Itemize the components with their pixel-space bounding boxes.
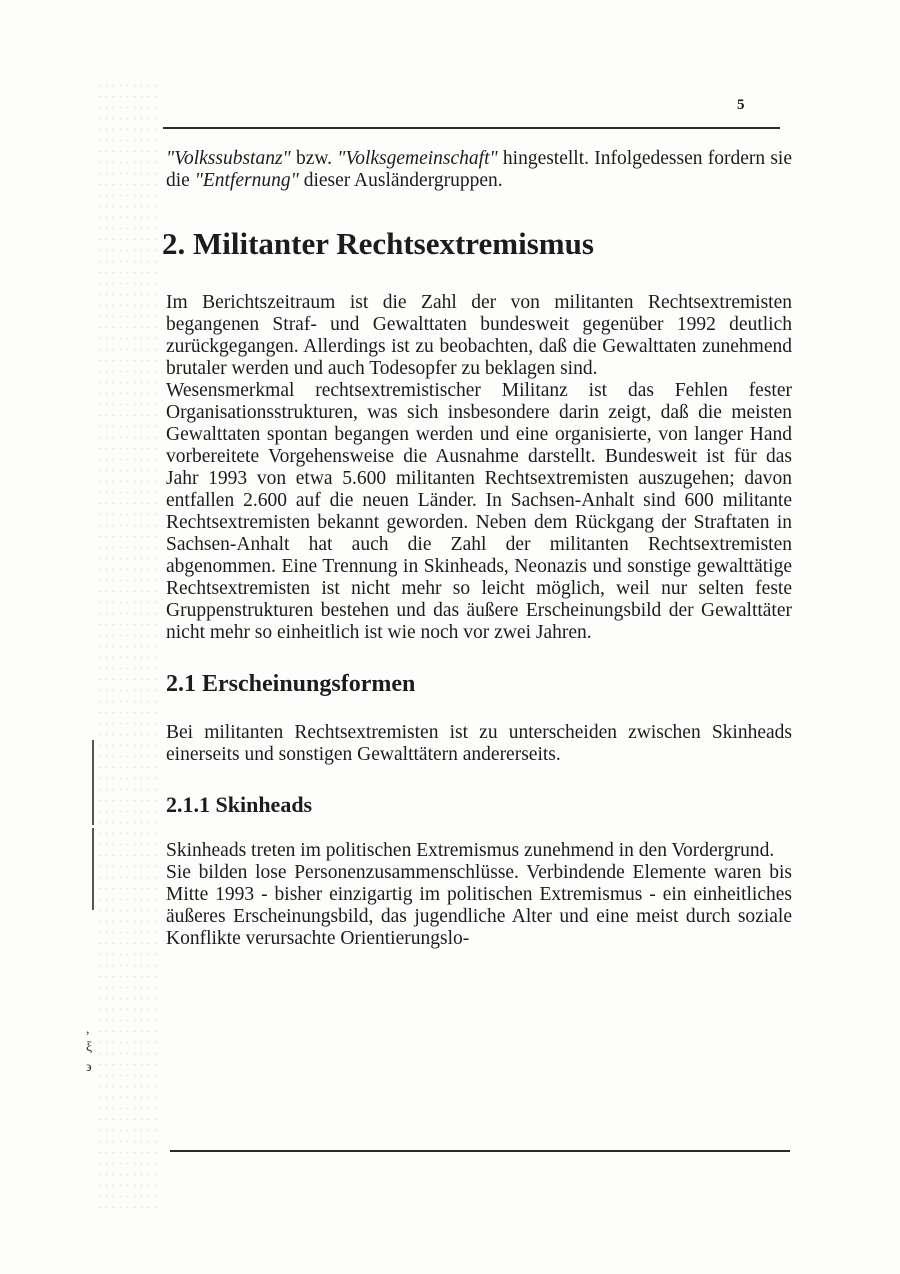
intro-paragraph [166,148,792,192]
margin-mark: ϶ [86,1060,92,1075]
quote-volksgemeinschaft: "Volksgemeinschaft" [337,148,498,169]
scan-noise [96,80,156,1210]
intro-text: dieser Ausländergruppen. [298,170,503,191]
body-paragraph: Bei militanten Rechtsextremisten ist zu unterscheiden zwischen Skinheads einerseits und sonstigen Gewalttätern andererseits. [166,722,792,765]
body-paragraph: Im Berichtszeitraum ist die Zahl der von militanten Rechtsextremisten begangenen Straf- und Gewalttaten bundesweit gegenüber 1992 deutlich zurückgegangen. Allerdings ist zu beobachten, daß die Gewalttaten zunehmend brutaler werden und auch Todesopfer zu beklagen sind. [166,292,792,379]
body-paragraph: Wesensmerkmal rechtsextremistischer Militanz ist das Fehlen fester Organisationsstrukturen, was sich insbesondere darin zeigt, daß die meisten Gewalttaten spontan begangen werden und eine organisierte, von langer Hand vorbereitete Vorgehensweise die Ausnahme darstellt. Bundesweit ist für das Jahr 1993 von etwa 5.600 militanten Rechtsextremisten auszugehen; davon entfallen 2.600 auf die neuen Länder. In Sachsen-Anhalt sind 600 militante Rechtsextremisten bekannt geworden. Neben dem Rückgang der Straftaten in Sachsen-Anhalt hat auch die Zahl der militanten Rechtsextremisten abgenommen. Eine Trennung in Skinheads, Neonazis und sonstige gewalttätige Rechtsextremisten ist nicht mehr so leicht möglich, weil nur selten feste Gruppenstrukturen bestehen und das äußere Erscheinungsbild der Gewalttäter nicht mehr so einheitlich ist wie noch vor zwei Jahren. [166,380,792,643]
quote-entfernung: "Entfernung" [194,170,299,191]
margin-mark: , [86,1022,90,1037]
footer-rule [170,1150,790,1152]
body-paragraph: Sie bilden lose Personenzusammenschlüsse. Verbindende Elemente waren bis Mitte 1993 - bisher einzigartig im politischen Extremismus - ein einheitliches äußeres Erscheinungsbild, das jugendliche Alter und eine meist durch soziale Konflikte verursachte Orientierungslo- [166,862,792,949]
page-content [162,148,792,950]
section-heading-2-1-1: 2.1.1 Skinheads [166,792,313,817]
page-number: 5 [737,97,745,113]
margin-line [92,828,94,910]
intro-text: bzw. [290,148,338,169]
quote-volkssubstanz: "Volkssubstanz" [166,148,291,169]
intro-text: hingestellt. Infolgedessen fordern sie die [166,148,792,191]
margin-line [92,740,94,825]
section-heading-2: 2. Militanter Rechtsextremismus [162,226,594,261]
section-heading-2-1: 2.1 Erscheinungsformen [166,671,416,697]
header-rule [163,127,780,129]
margin-mark: ξ [86,1040,93,1055]
body-paragraph: Skinheads treten im politischen Extremismus zunehmend in den Vordergrund. [166,840,775,861]
